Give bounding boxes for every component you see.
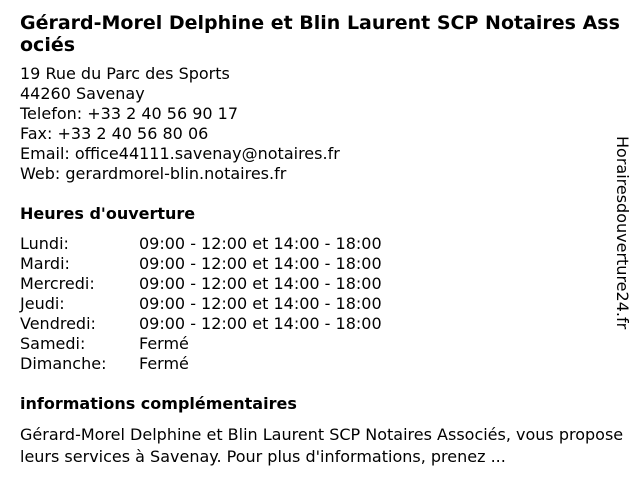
day-label: Lundi: (20, 234, 69, 253)
hours-row (20, 274, 382, 294)
day-hours: 09:00 - 12:00 et 14:00 - 18:00 (139, 254, 382, 273)
day-hours: 09:00 - 12:00 et 14:00 - 18:00 (139, 234, 382, 253)
site-watermark: Horairesdouverture24.fr (613, 136, 632, 330)
day-label: Mercredi: (20, 274, 95, 293)
hours-heading: Heures d'ouverture (20, 204, 196, 223)
day-label: Jeudi: (20, 294, 65, 313)
hours-row (20, 334, 382, 354)
day-label: Samedi: (20, 334, 86, 353)
day-hours: Fermé (139, 334, 189, 353)
hours-row (20, 294, 382, 314)
hours-row (20, 314, 382, 334)
day-hours: 09:00 - 12:00 et 14:00 - 18:00 (139, 294, 382, 313)
day-hours: Fermé (139, 354, 189, 373)
hours-row (20, 254, 382, 274)
contact-block (20, 64, 340, 184)
fax-number: Fax: +33 2 40 56 80 06 (20, 124, 209, 143)
day-hours: 09:00 - 12:00 et 14:00 - 18:00 (139, 274, 382, 293)
day-label: Dimanche: (20, 354, 107, 373)
day-label: Vendredi: (20, 314, 96, 333)
website-link[interactable]: Web: gerardmorel-blin.notaires.fr (20, 164, 287, 183)
phone-number[interactable]: Telefon: +33 2 40 56 90 17 (20, 104, 239, 123)
day-hours: 09:00 - 12:00 et 14:00 - 18:00 (139, 314, 382, 333)
hours-row (20, 234, 382, 254)
hours-row (20, 354, 382, 374)
info-text: Gérard-Morel Delphine et Blin Laurent SCP Notaires Associés, vous propose leurs services à Savenay. Pour plus d'informations, prenez ... (20, 425, 624, 466)
info-heading: informations complémentaires (20, 394, 297, 413)
day-label: Mardi: (20, 254, 70, 273)
page-title: Gérard-Morel Delphine et Blin Laurent SCP Notaires Associés (20, 12, 620, 56)
opening-hours-table (20, 234, 382, 374)
email-address[interactable]: Email: office44111.savenay@notaires.fr (20, 144, 340, 163)
address-street: 19 Rue du Parc des Sports (20, 64, 230, 83)
address-city: 44260 Savenay (20, 84, 145, 103)
